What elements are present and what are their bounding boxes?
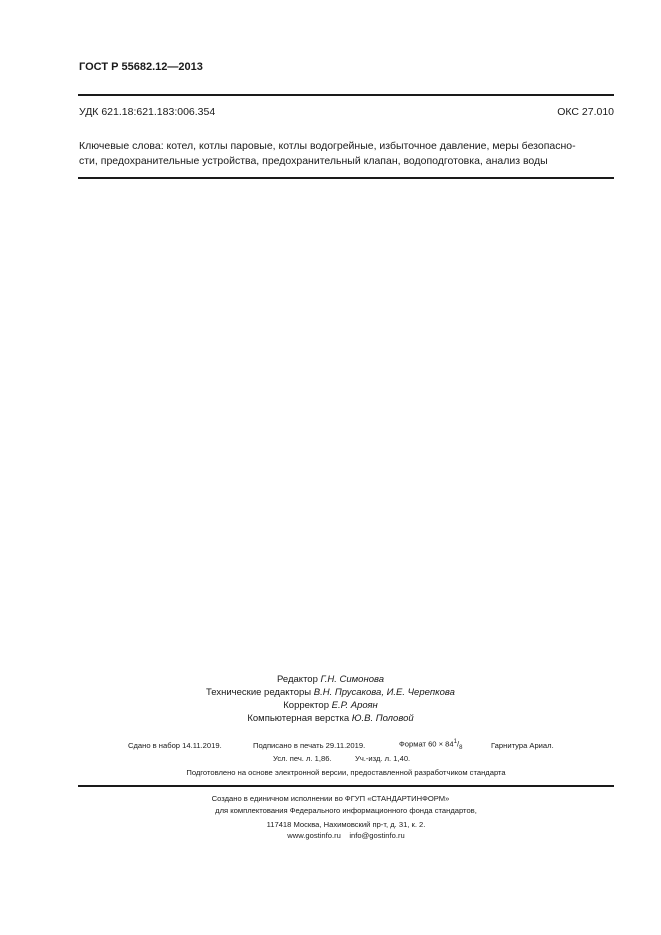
footer-address: 117418 Москва, Нахимовский пр-т, д. 31, к. 2.	[266, 820, 426, 829]
oks-code: ОКС 27.010	[557, 106, 614, 118]
footer-divider	[78, 785, 614, 787]
layout-line	[0, 713, 661, 726]
signed-for-print: Подписано в печать 29.11.2019.	[253, 741, 366, 750]
editor-name: Г.Н. Симонова	[320, 674, 385, 685]
typeface: Гарнитура Ариал.	[491, 741, 554, 750]
format: Формат $60 \times 84^1/_8$	[399, 739, 463, 752]
sent-to-set: Сдано в набор 14.11.2019.	[128, 741, 222, 750]
prepared-note: Подготовлено на основе электронной версии, предоставленной разработчиком стандарта	[186, 768, 506, 777]
standard-number: ГОСТ Р 55682.12—2013	[79, 61, 203, 73]
tech-editors-line	[0, 687, 661, 700]
footer-line-1: Создано в единичном исполнении во ФГУП «СТАНДАРТИНФОРМ»	[211, 794, 450, 803]
footer-line-2: для комплектования Федерального информационного фонда стандартов,	[215, 806, 477, 815]
format-denominator: 8	[459, 745, 463, 752]
layout-name: Ю.В. Половой	[351, 713, 414, 724]
keywords-line-1: Ключевые слова: котел, котлы паровые, котлы водогрейные, избыточное давление, меры безопасно-	[79, 140, 576, 152]
udk-code: УДК 621.18:621.183:006.354	[79, 106, 216, 118]
email-link[interactable]: info@gostinfo.ru	[349, 831, 405, 840]
publisher-sheets: Уч.-изд. л. 1,40.	[355, 754, 411, 763]
tech-editors-label: Технические редакторы	[206, 687, 312, 698]
website-link[interactable]: www.gostinfo.ru	[287, 831, 341, 840]
format-numerator: 1	[453, 739, 457, 745]
keywords-divider	[78, 177, 614, 179]
tech-editors-names: В.Н. Прусакова, И.Е. Черепкова	[313, 687, 455, 698]
editor-line	[0, 674, 661, 687]
editor-label: Редактор	[276, 674, 318, 685]
footer-contacts	[0, 831, 661, 840]
proofreader-label: Корректор	[283, 700, 329, 711]
proofreader-name: Е.Р. Ароян	[331, 700, 378, 711]
keywords-line-2: сти, предохранительные устройства, предохранительный клапан, водоподготовка, анализ воды	[79, 154, 548, 167]
top-divider	[78, 94, 614, 96]
print-sheets: Усл. печ. л. 1,86.	[273, 754, 332, 763]
keywords-block	[79, 139, 615, 168]
proofreader-line	[0, 700, 661, 713]
layout-label: Компьютерная верстка	[247, 713, 350, 724]
